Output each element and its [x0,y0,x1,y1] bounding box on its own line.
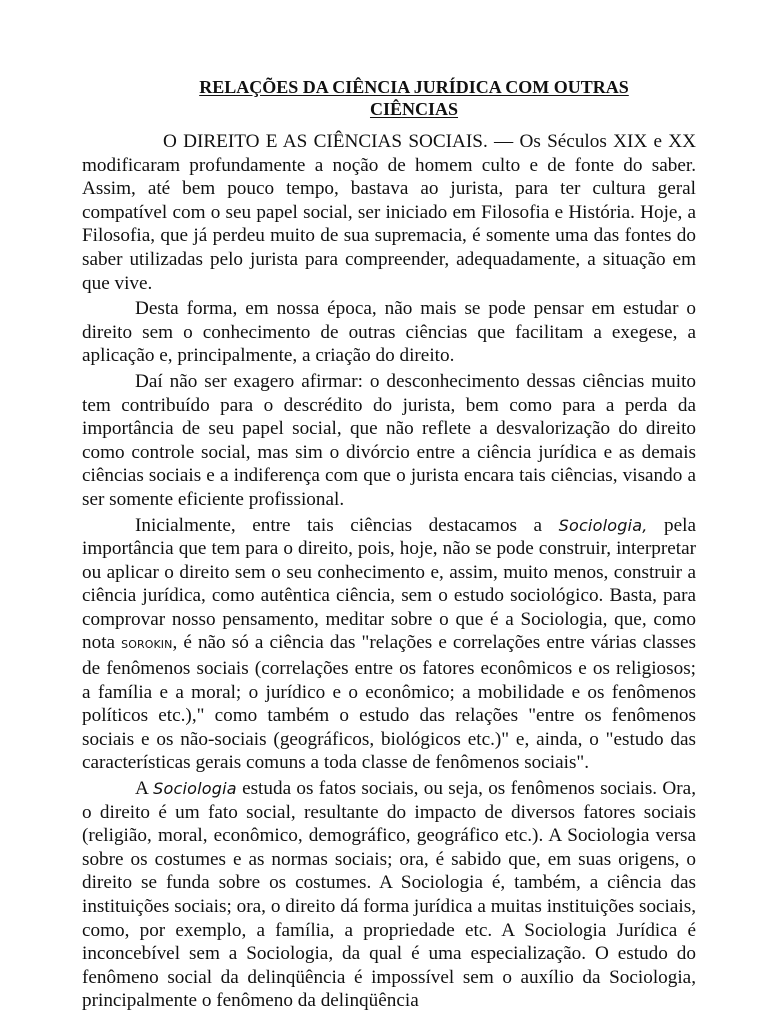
paragraph-5-text-b: estuda os fatos sociais, ou seja, os fenômenos sociais. Ora, o direito é um fato social, resultante do impacto de diversos fatores sociais (religião, moral, econômico, demográfico, geográfico etc.). A Sociologia versa sobre os costumes e as normas sociais; ora, é sabido que, em suas origens, o direito se funda sobre os costumes. A Sociologia é, também, a ciência das instituições sociais; ora, o direito dá forma jurídica a muitas instituições sociais, como, por exemplo, a família, a propriedade etc. A Sociologia Jurídica é inconcebível sem a Sociologia, da qual é uma especialização. O estudo do fenômeno social da delinqüência é impossível sem o auxílio da Sociologia, principalmente o fenômeno da delinqüência [82,778,696,1012]
title-line-2: CIÊNCIAS [369,99,459,119]
paragraph-5-text-a: A [135,778,154,800]
author-name: SOROKIN [121,638,173,652]
document-title [0,76,768,120]
paragraph-3: Daí não ser exagero afirmar: o desconhecimento dessas ciências muito tem contribuído para o descrédito do jurista, bem como para a perda da importância de seu papel social, que não reflete a desvalorização do direito como controle social, mas sim o divórcio entre a ciência jurídica e as demais ciências sociais e a indiferença com que o jurista encara tais ciências, visando a ser somente eficiente profissional. [82,370,696,510]
paragraph-4-text-a: Inicialmente, entre tais ciências destacamos a [135,514,559,536]
paragraph-5 [82,777,696,1013]
document-body [82,130,696,1015]
paragraph-4-text-c: , é não só a ciência das "relações e correlações entre várias classes de fenômenos sociais (correlações entre os fatores econômicos e os religiosos; a família e a moral; o jurídico e o econômico; a mobilidade e os fenômenos políticos etc.)," como também o estudo das relações "entre os fenômenos sociais e os não-sociais (geográficos, biológicos etc.)" e, ainda, o "estudo das características gerais comuns a toda classe de fenômenos sociais". [82,632,696,774]
paragraph-4 [82,514,696,776]
title-line-1: RELAÇÕES DA CIÊNCIA JURÍDICA COM OUTRAS [199,77,629,97]
paragraph-4-text-b: pela importância que tem para o direito, pois, hoje, não se pode construir, interpretar ou aplicar o direito sem o seu conhecimento e, assim, muito menos, construir a ciência jurídica, como autêntica ciência, sem o estudo sociológico. Basta, para comprovar nosso pensamento, meditar sobre o que é a Sociologia, que, como nota [82,514,696,654]
emphasis-sociologia: Sociologia, [558,515,648,535]
emphasis-sociologia: Sociologia [153,779,237,799]
paragraph-1: O DIREITO E AS CIÊNCIAS SOCIAIS. — Os Séculos XIX e XX modificaram profundamente a noção de homem culto e de fonte do saber. Assim, até bem pouco tempo, bastava ao jurista, para ter cultura geral compatível com o seu papel social, ser iniciado em Filosofia e História. Hoje, a Filosofia, que já perdeu muito de sua supremacia, é somente uma das fontes do saber utilizadas pelo jurista para compreender, adequadamente, a situação em que vive. [82,131,696,294]
paragraph-2: Desta forma, em nossa época, não mais se pode pensar em estudar o direito sem o conhecimento de outras ciências que facilitam a exegese, a aplicação e, principalmente, a criação do direito. [82,298,696,367]
